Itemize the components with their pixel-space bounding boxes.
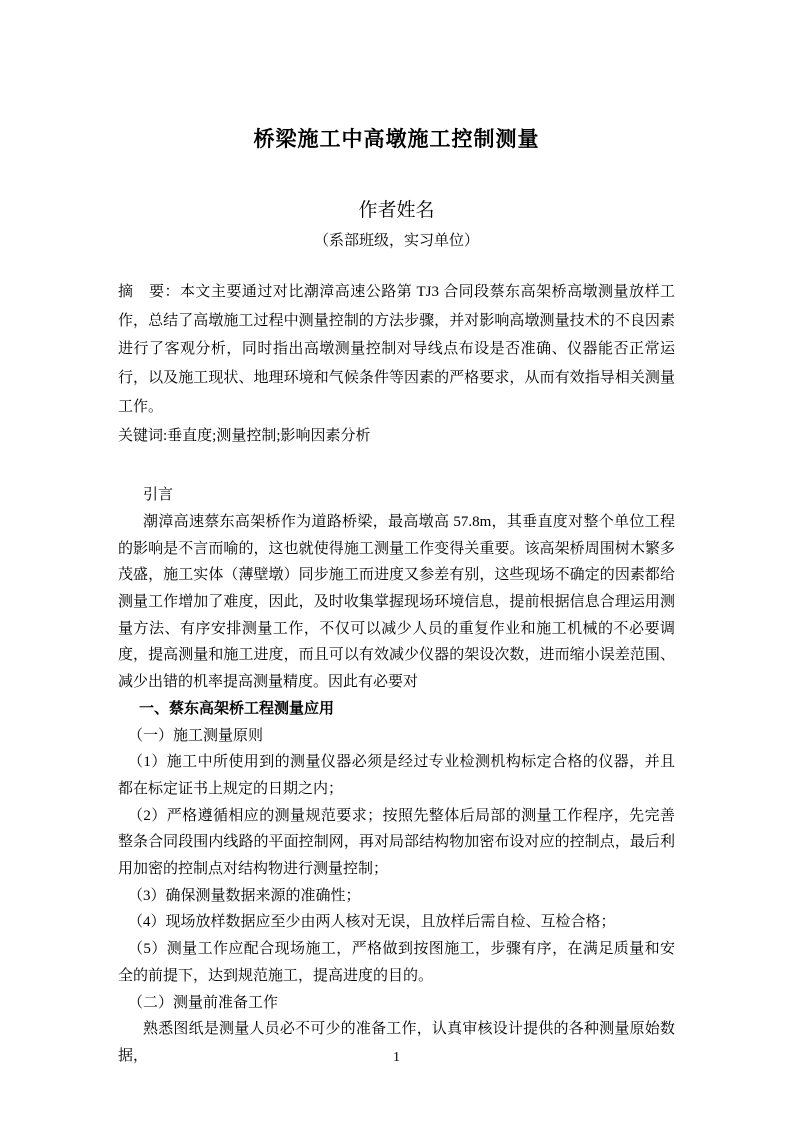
list-item-3: （3）确保测量数据来源的准确性；	[128, 887, 361, 904]
keywords-line: 关键词:垂直度;测量控制;影响因素分析	[118, 427, 371, 444]
list-item-4: （4）现场放样数据应至少由两人核对无误，且放样后需自检、互检合格；	[128, 914, 616, 931]
list-item-1: （1）施工中所使用到的测量仪器必须是经过专业检测机构标定合格的仪器，并且都在标定证书上规定的日期之内；	[118, 754, 675, 797]
author-name: 作者姓名	[358, 200, 435, 221]
abstract-paragraph: 摘 要：本文主要通过对比潮漳高速公路第 TJ3 合同段蔡东高架桥高墩测量放样工作，总结了高墩施工过程中测量控制的方法步骤，并对影响高墩测量技术的不良因素进行了客观分析，同时指出高墩测量控制对导线点布设是否准确、仪器能否正常运行，以及施工现状、地理环境和气候条件等因素的严格要求，从而有效指导相关测量工作。	[118, 284, 675, 415]
subsection-heading-1-1: （一）施工测量原则	[128, 727, 264, 744]
page-number: 1	[393, 1050, 400, 1065]
page-title: 桥梁施工中高墩施工控制测量	[253, 127, 540, 151]
preparation-paragraph: 熟悉图纸是测量人员必不可少的准备工作，认真审核设计提供的各种测量原始数据，	[118, 1021, 675, 1064]
subsection-heading-1-2: （二）测量前准备工作	[128, 994, 279, 1011]
document-content	[0, 124, 793, 1070]
section-heading-1: 一、蔡东高架桥工程测量应用	[139, 699, 335, 717]
intro-paragraph: 潮漳高速蔡东高架桥作为道路桥梁，最高墩高 57.8m，其垂直度对整个单位工程的影响是不言而喻的，这也就使得施工测量工作变得关重要。该高架桥周围树木繁多茂盛，施工实体（薄壁墩）同步施工而进度又参差有别，这些现场不确定的因素都给测量工作增加了难度，因此，及时收集掌握现场环境信息，提前根据信息合理运用测量方法、有序安排测量工作，不仅可以减少人员的重复作业和施工机械的不必要调度，提高测量和施工进度，而且可以有效减少仪器的架设次数，进而缩小误差范围、减少出错的机率提高测量精度。因此有必要对	[118, 513, 675, 691]
list-item-2: （2）严格遵循相应的测量规范要求；按照先整体后局部的测量工作程序，先完善整条合同段围内线路的平面控制网，再对局部结构物加密布设对应的控制点，最后利用加密的控制点对结构物进行测量控制；	[118, 807, 675, 878]
section-heading-intro: 引言	[143, 486, 174, 504]
document-body	[118, 482, 675, 1069]
author-affiliation: （系部班级，实习单位）	[313, 233, 479, 249]
list-item-5: （5）测量工作应配合现场施工，严格做到按图施工，步骤有序，在满足质量和安全的前提下，达到规范施工，提高进度的目的。	[118, 941, 675, 984]
